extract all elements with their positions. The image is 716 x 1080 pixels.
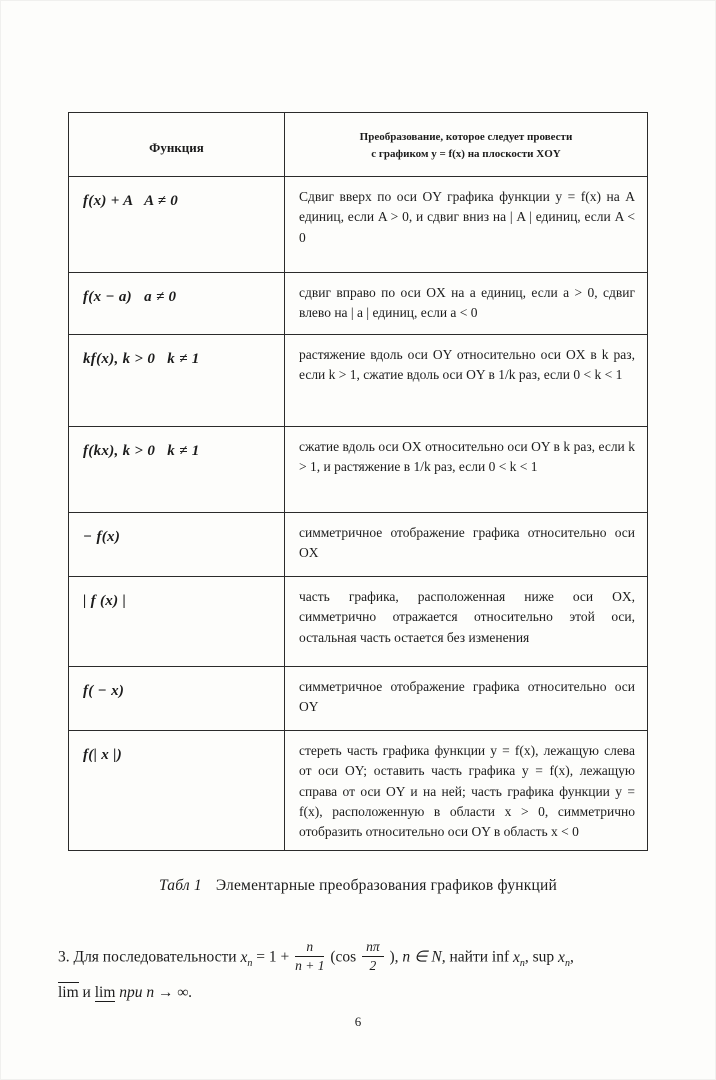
- table-header-row: [69, 113, 648, 177]
- description-cell: сдвиг вправо по оси OX на a единиц, если a > 0, сдвиг влево на | a | единиц, если a < 0: [285, 273, 648, 335]
- inf-label: inf: [491, 948, 510, 966]
- description-cell: симметричное отображение графика относительно оси OY: [285, 667, 648, 731]
- function-cell: | f (x) |: [69, 577, 285, 667]
- page-number: 6: [354, 1014, 362, 1029]
- header-function-label: Функция: [149, 140, 204, 155]
- problem-statement: [58, 939, 648, 1006]
- table-row: [69, 177, 648, 273]
- table-caption-label: Табл 1: [159, 877, 202, 895]
- inf-variable: $x_n$: [512, 948, 525, 969]
- header-transformation-line1: Преобразование, которое следует провести: [359, 131, 573, 143]
- problem-line-1: [58, 939, 648, 973]
- liminf-label: lim: [94, 984, 116, 1002]
- description-cell: сжатие вдоль оси OX относительно оси OY в k раз, если k > 1, и растяжение в 1/k раз, если 0 < k < 1: [285, 427, 648, 513]
- transformations-table: [68, 112, 648, 851]
- limit-condition: при n → ∞.: [119, 984, 193, 1002]
- description-cell: симметричное отображение графика относительно оси OX: [285, 513, 648, 577]
- table-row: [69, 335, 648, 427]
- fraction-npi-over-2: $\frac{n\pi}{2}$: [362, 939, 384, 973]
- function-cell: f(x) + A A ≠ 0: [69, 177, 285, 273]
- function-cell: kf(x), k > 0 k ≠ 1: [69, 335, 285, 427]
- function-cell: f( − x): [69, 667, 285, 731]
- function-cell: f(kx), k > 0 k ≠ 1: [69, 427, 285, 513]
- problem-number: 3.: [58, 948, 70, 966]
- header-function-cell: [69, 113, 285, 177]
- close-paren: ),: [389, 948, 399, 966]
- function-cell: − f(x): [69, 513, 285, 577]
- limsup-label: lim: [58, 984, 79, 1002]
- description-cell: растяжение вдоль оси OY относительно оси OX в k раз, если k > 1, сжатие вдоль оси OY в 1/k раз, если 0 < k < 1: [285, 335, 648, 427]
- description-cell: стереть часть графика функции y = f(x), лежащую слева от оси OY; оставить часть графика y = f(x), лежащую справа от оси OY и на ней; часть графика функции y = f(x), расположенную в области x > 0, симметрично отобразить относительно оси OY в область x < 0: [285, 731, 648, 851]
- equals-expression: = 1 +: [256, 948, 290, 966]
- table-row: [69, 273, 648, 335]
- sup-variable: $x_n$: [558, 948, 570, 969]
- problem-line-2: [58, 981, 648, 1006]
- conjunction: и: [82, 984, 91, 1002]
- description-cell: часть графика, расположенная ниже оси OX, симметрично отражается относительно этой оси, остальная часть остается без изменения: [285, 577, 648, 667]
- function-cell: f(x − a) a ≠ 0: [69, 273, 285, 335]
- comma: ,: [569, 948, 574, 966]
- sup-label: sup: [532, 948, 555, 966]
- description-cell: Сдвиг вверх по оси OY графика функции y = f(x) на A единиц, если A > 0, и сдвиг вниз на | A | единиц, если A < 0: [285, 177, 648, 273]
- table-row: [69, 731, 648, 851]
- table-row: [69, 667, 648, 731]
- function-cell: f(| x |): [69, 731, 285, 851]
- header-transformation-cell: [285, 113, 648, 177]
- table-row: [69, 513, 648, 577]
- comma: ,: [524, 948, 529, 966]
- domain-condition: n ∈ N,: [402, 948, 446, 966]
- page-content: [58, 112, 648, 1006]
- problem-intro: Для последовательности: [73, 948, 237, 966]
- find-label: найти: [449, 948, 489, 966]
- header-transformation-line2: с графиком y = f(x) на плоскости XOY: [371, 147, 561, 160]
- table-row: [69, 577, 648, 667]
- table-caption-text: Элементарные преобразования графиков функций: [215, 877, 557, 895]
- fraction-n-over-n-plus-1: $\frac{n}{n + 1}$: [295, 939, 325, 973]
- cos-open: (cos: [330, 948, 357, 966]
- table-caption: [68, 877, 648, 895]
- table-row: [69, 427, 648, 513]
- sequence-variable: $x_n$: [240, 948, 253, 969]
